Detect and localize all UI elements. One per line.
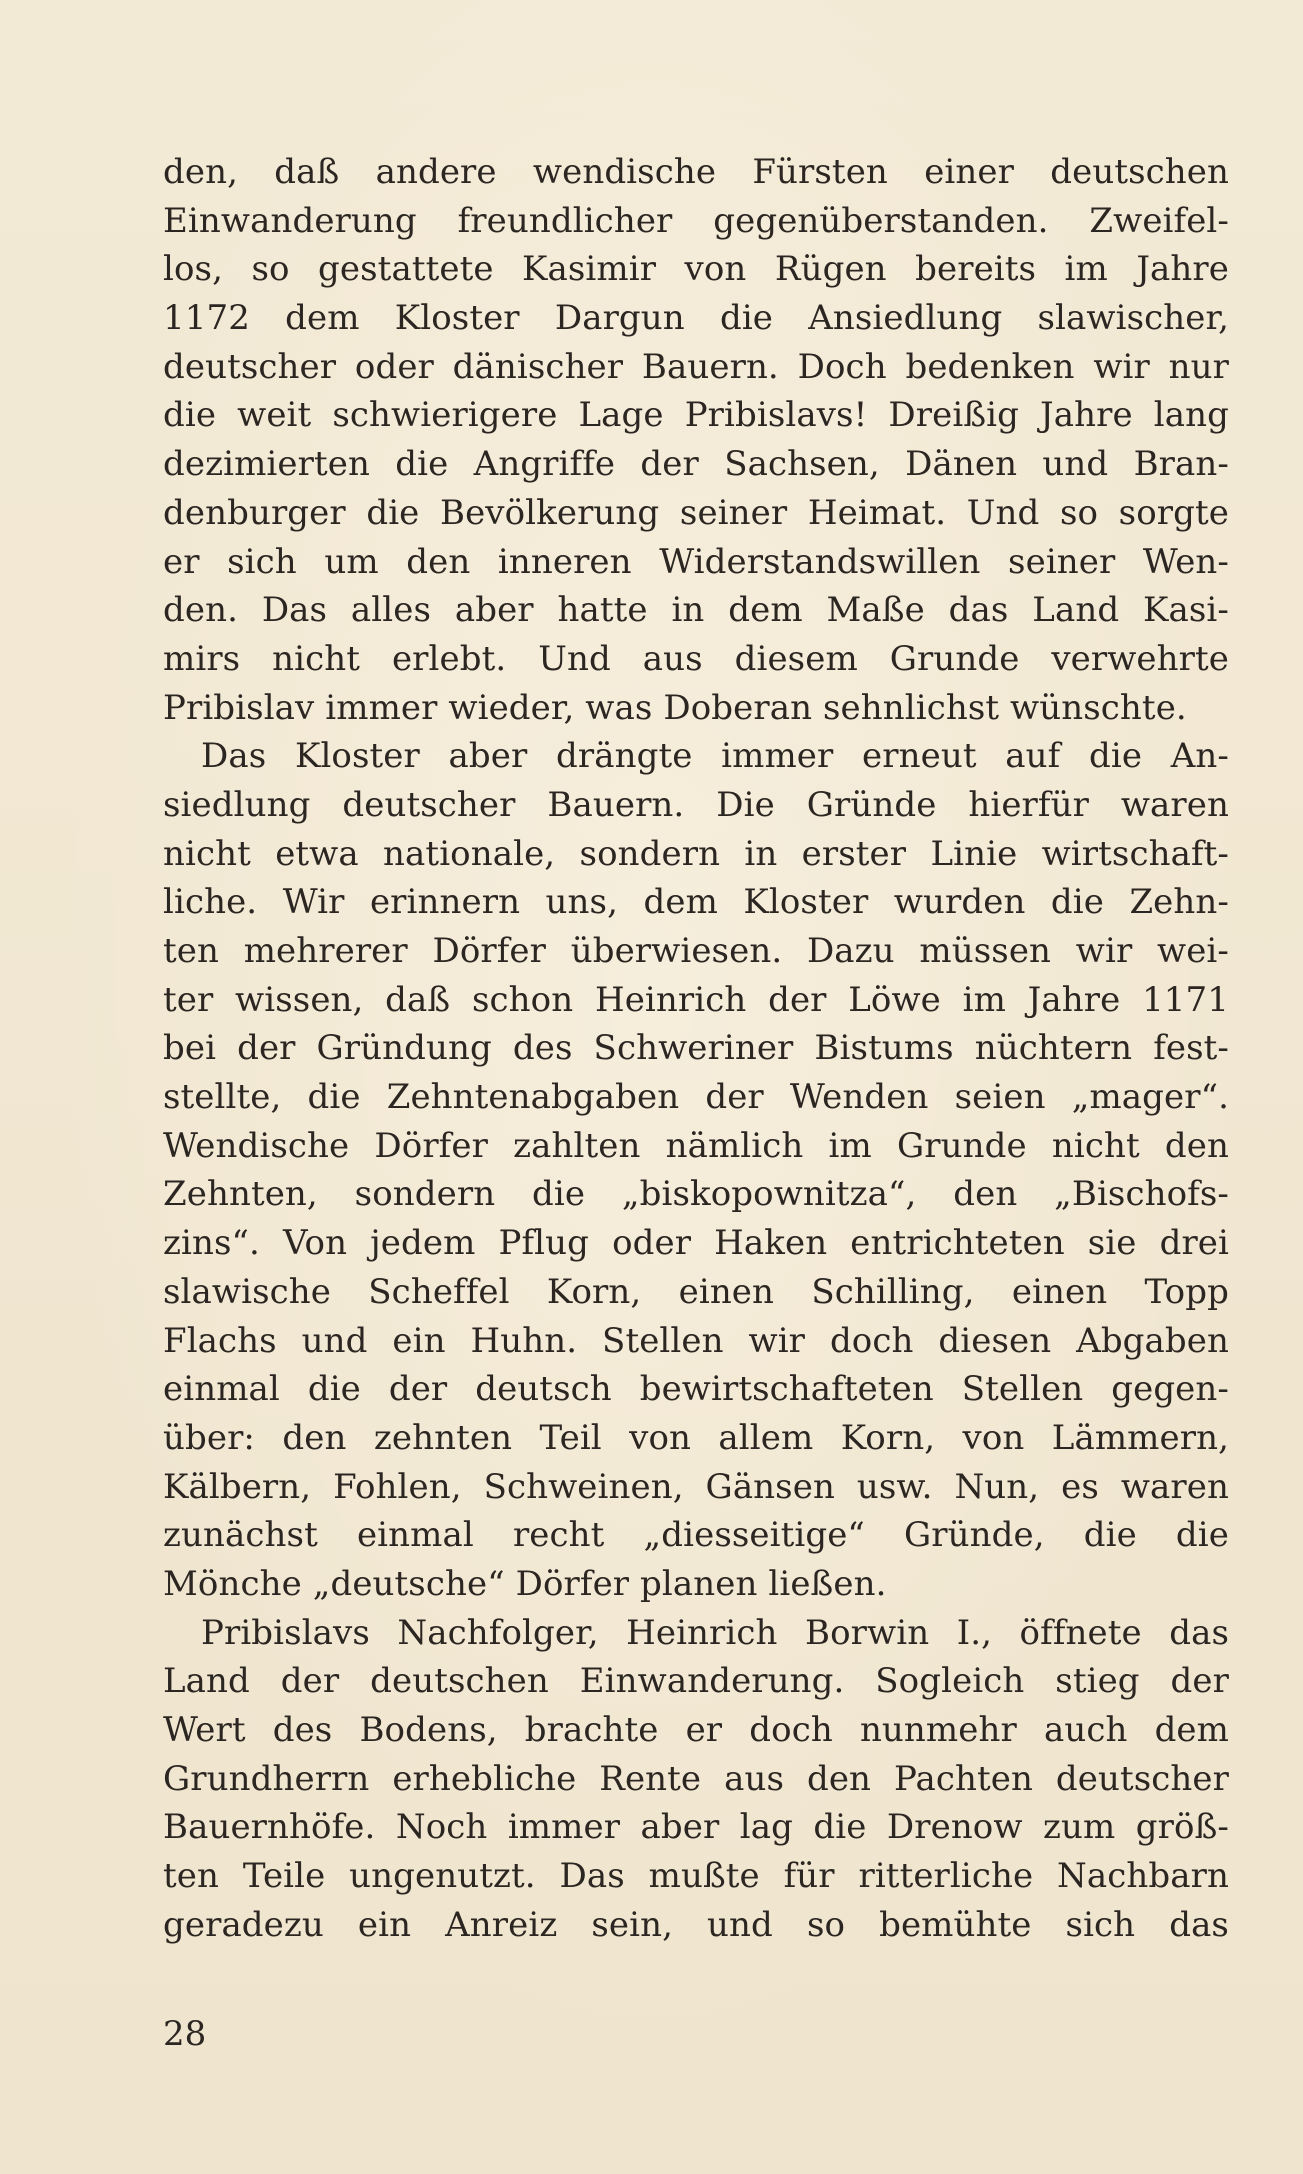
text-line: slawische Scheffel Korn, einen Schilling, einen Topp <box>163 1271 1229 1312</box>
text-line: Zehnten, sondern die „biskopownitza“, den „Bischofs- <box>163 1174 1229 1215</box>
text-line: Pribislav immer wieder, was Doberan sehnlichst wünschte. <box>163 687 1187 728</box>
text-line: Bauernhöfe. Noch immer aber lag die Drenow zum größ- <box>163 1807 1229 1848</box>
text-line: Einwanderung freundlicher gegenüberstanden. Zweifel- <box>163 200 1229 241</box>
text-line: Land der deutschen Einwanderung. Sogleich stieg der <box>163 1661 1229 1702</box>
text-line: 1172 dem Kloster Dargun die Ansiedlung slawischer, <box>163 298 1229 339</box>
text-line: Wendische Dörfer zahlten nämlich im Grunde nicht den <box>163 1125 1229 1166</box>
text-line: Das Kloster aber drängte immer erneut auf die An- <box>201 736 1229 777</box>
text-line: die weit schwierigere Lage Pribislavs! Dreißig Jahre lang <box>163 395 1229 436</box>
text-line: liche. Wir erinnern uns, dem Kloster wurden die Zehn- <box>163 882 1229 923</box>
text-line: los, so gestattete Kasimir von Rügen bereits im Jahre <box>163 249 1229 290</box>
text-line: den. Das alles aber hatte in dem Maße das Land Kasi- <box>163 590 1229 631</box>
body-text <box>163 148 1229 1949</box>
text-line: denburger die Bevölkerung seiner Heimat. Und so sorgte <box>163 492 1229 533</box>
text-line: er sich um den inneren Widerstandswillen seiner Wen- <box>163 541 1229 582</box>
text-line: zins“. Von jedem Pflug oder Haken entrichteten sie drei <box>163 1223 1229 1264</box>
text-line: Grundherrn erhebliche Rente aus den Pachten deutscher <box>163 1758 1229 1799</box>
text-line: einmal die der deutsch bewirtschafteten Stellen gegen- <box>163 1369 1229 1410</box>
text-line: ter wissen, daß schon Heinrich der Löwe im Jahre 1171 <box>163 979 1229 1020</box>
text-line: nicht etwa nationale, sondern in erster Linie wirtschaft- <box>163 833 1229 874</box>
text-line: ten mehrerer Dörfer überwiesen. Dazu müssen wir wei- <box>163 931 1229 971</box>
text-line: dezimierten die Angriffe der Sachsen, Dänen und Bran- <box>163 444 1229 485</box>
text-line: zunächst einmal recht „diesseitige“ Gründe, die die <box>163 1515 1229 1556</box>
text-line: geradezu ein Anreiz sein, und so bemühte sich das <box>163 1904 1229 1945</box>
text-line: ten Teile ungenutzt. Das mußte für ritterliche Nachbarn <box>163 1856 1229 1897</box>
text-line: Mönche „deutsche“ Dörfer planen ließen. <box>163 1563 887 1604</box>
text-line: bei der Gründung des Schweriner Bistums nüchtern fest- <box>163 1028 1229 1069</box>
text-line: Wert des Bodens, brachte er doch nunmehr auch dem <box>163 1710 1229 1750</box>
text-line: Flachs und ein Huhn. Stellen wir doch diesen Abgaben <box>163 1320 1229 1361</box>
text-line: über: den zehnten Teil von allem Korn, von Lämmern, <box>163 1417 1229 1458</box>
text-line: siedlung deutscher Bauern. Die Gründe hierfür waren <box>163 784 1229 825</box>
text-line: Pribislavs Nachfolger, Heinrich Borwin I., öffnete das <box>201 1612 1229 1653</box>
text-line: deutscher oder dänischer Bauern. Doch bedenken wir nur <box>163 346 1229 387</box>
text-line: mirs nicht erlebt. Und aus diesem Grunde verwehrte <box>163 638 1229 679</box>
page-number: 28 <box>163 2014 207 2054</box>
text-line: stellte, die Zehntenabgaben der Wenden seien „mager“. <box>163 1077 1229 1118</box>
text-line: den, daß andere wendische Fürsten einer deutschen <box>163 152 1229 192</box>
text-line: Kälbern, Fohlen, Schweinen, Gänsen usw. Nun, es waren <box>163 1466 1229 1507</box>
